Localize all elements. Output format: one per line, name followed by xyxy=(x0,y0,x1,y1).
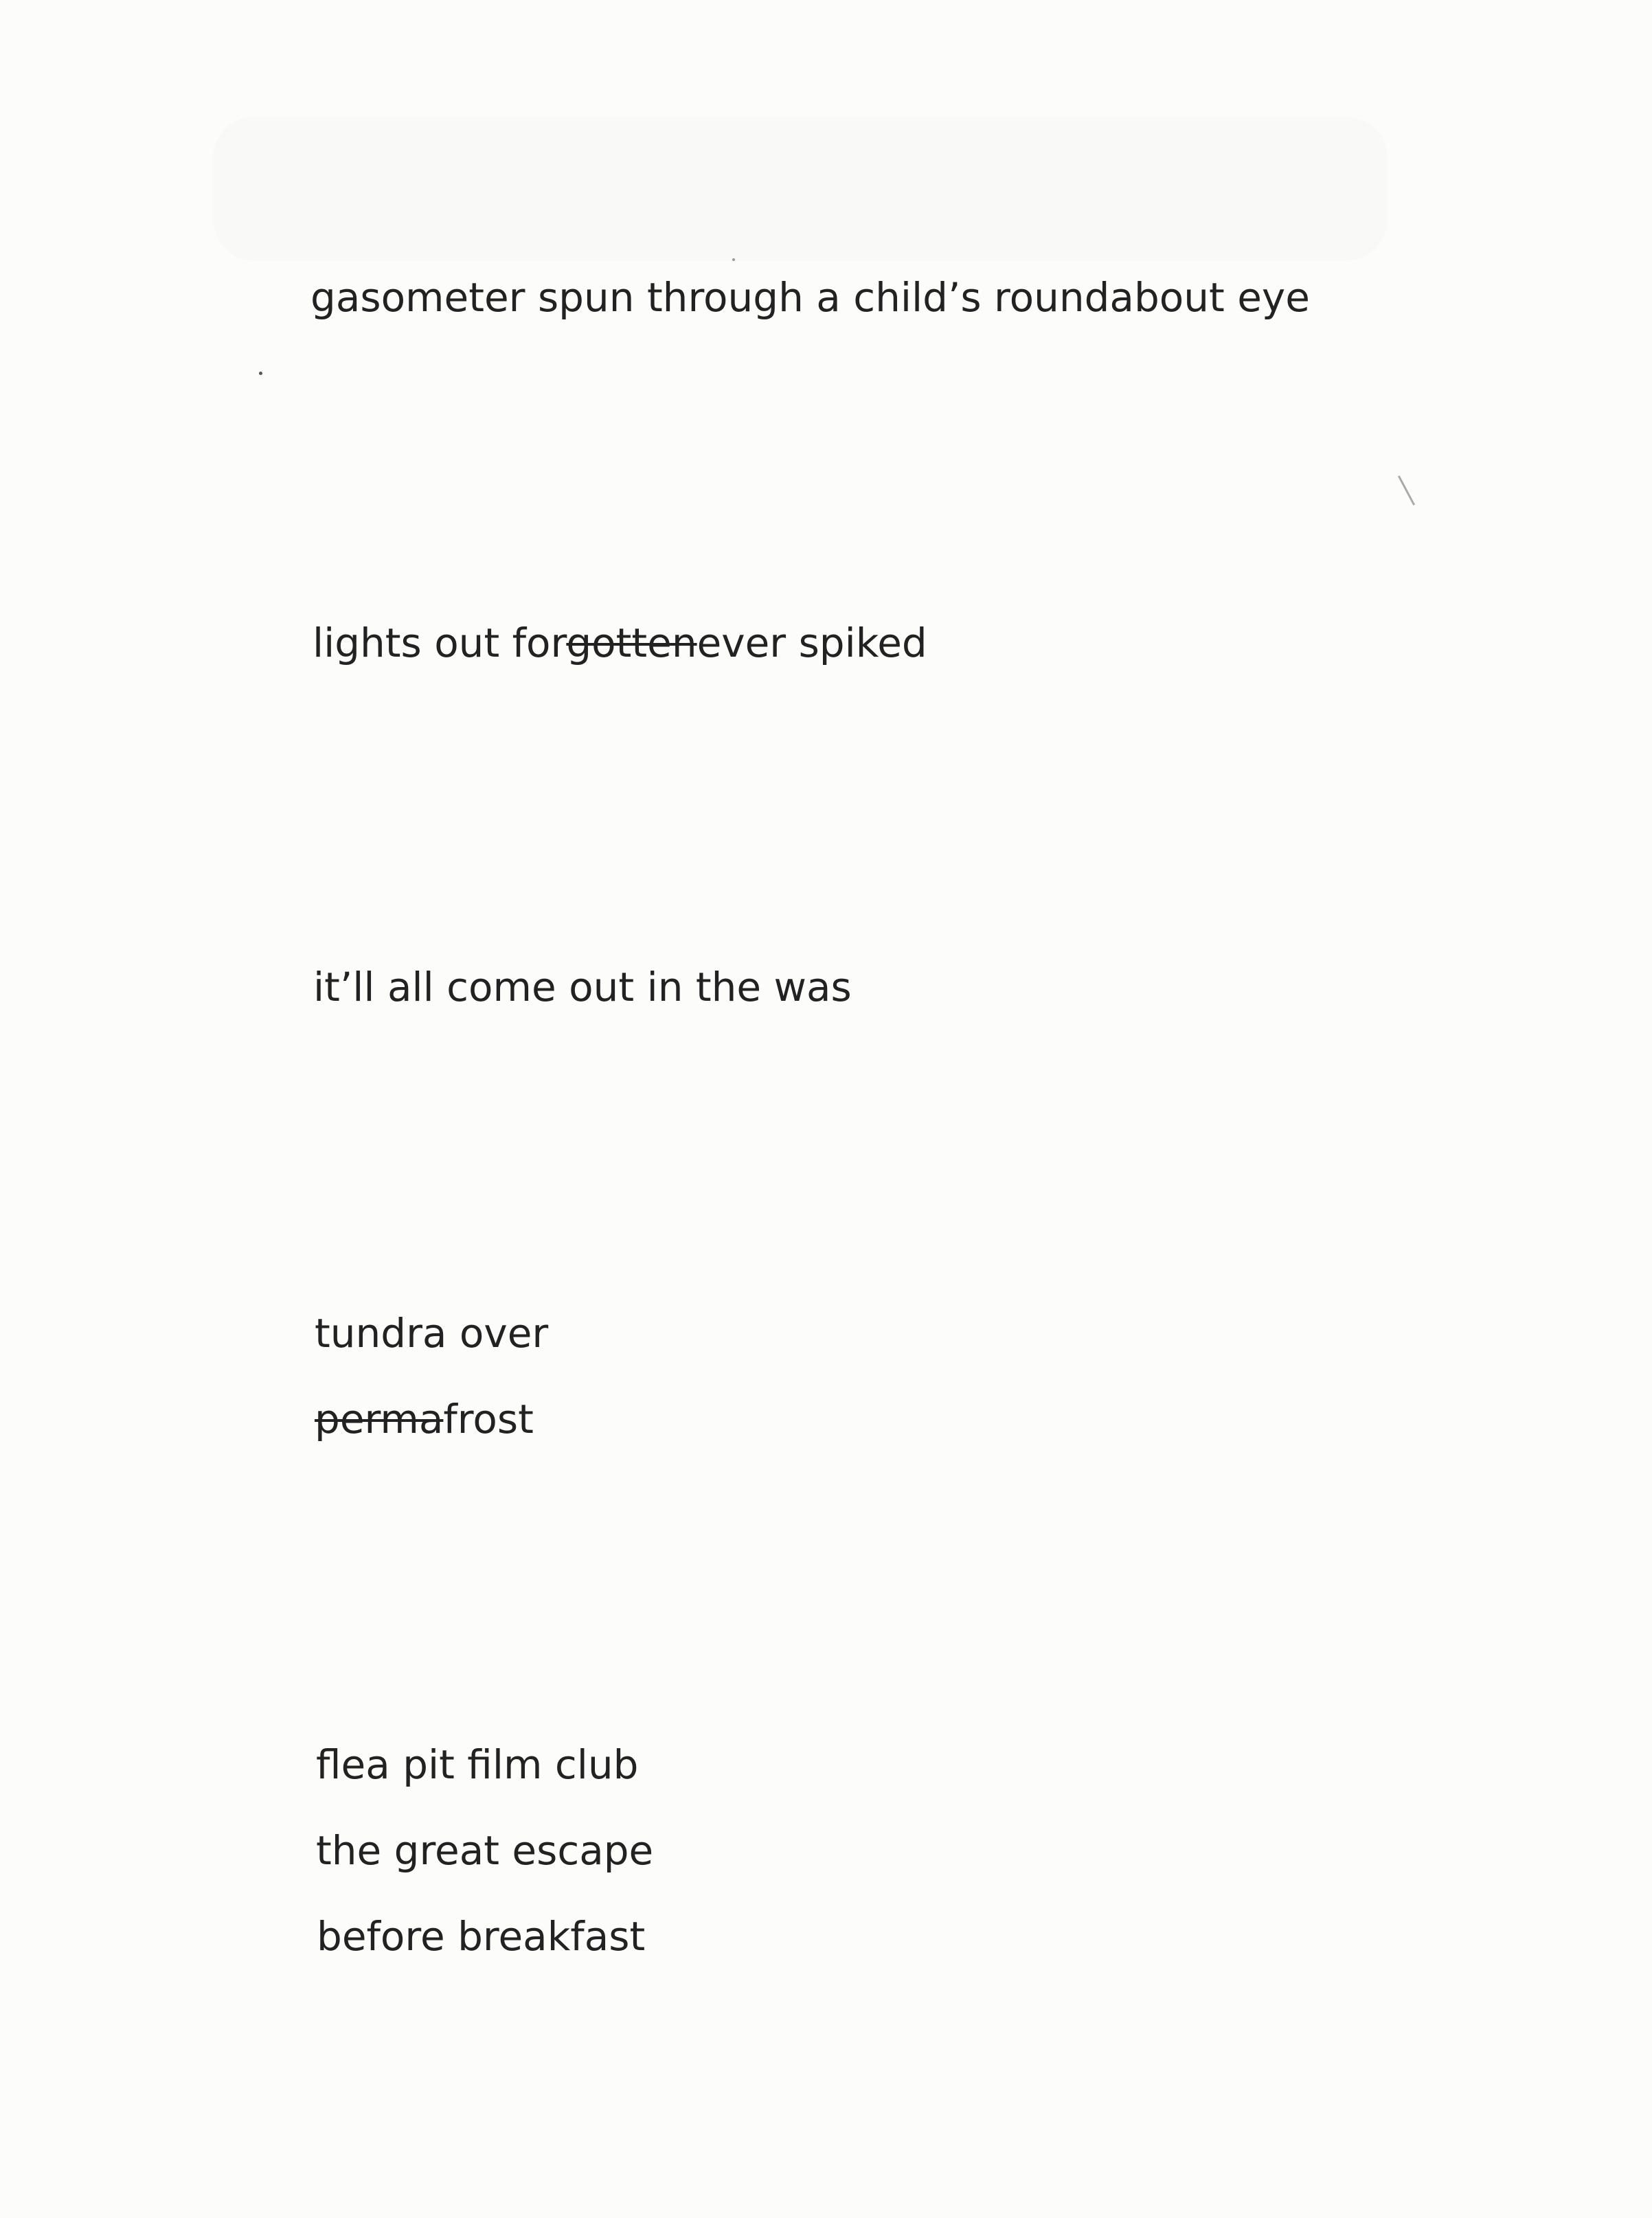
stanza-4-line-1: tundra over xyxy=(315,1310,549,1357)
stanza-4-line-2 xyxy=(315,1396,534,1442)
stanza-2-text-before: lights out for xyxy=(313,620,567,666)
stanza-2-text-after: ever spiked xyxy=(697,620,927,666)
stanza-2-struck-text: gotten xyxy=(566,620,697,666)
dust-speck xyxy=(732,258,735,261)
dust-hair xyxy=(1398,475,1415,506)
stanza-1-line-1: gasometer spun through a child’s roundabout eye xyxy=(310,274,1310,321)
stanza-3-line-1: it’ll all come out in the was xyxy=(313,964,852,1010)
stanza-4-struck-text: perma xyxy=(315,1396,444,1442)
dust-speck xyxy=(259,372,262,375)
stanza-2-line-1 xyxy=(313,620,927,666)
stanza-5-line-2: the great escape xyxy=(316,1827,654,1874)
stanza-5-line-3: before breakfast xyxy=(317,1913,646,1960)
stanza-5-line-1: flea pit film club xyxy=(316,1741,639,1788)
stanza-4-text-after: frost xyxy=(443,1396,534,1442)
scan-shadow xyxy=(213,117,1388,261)
